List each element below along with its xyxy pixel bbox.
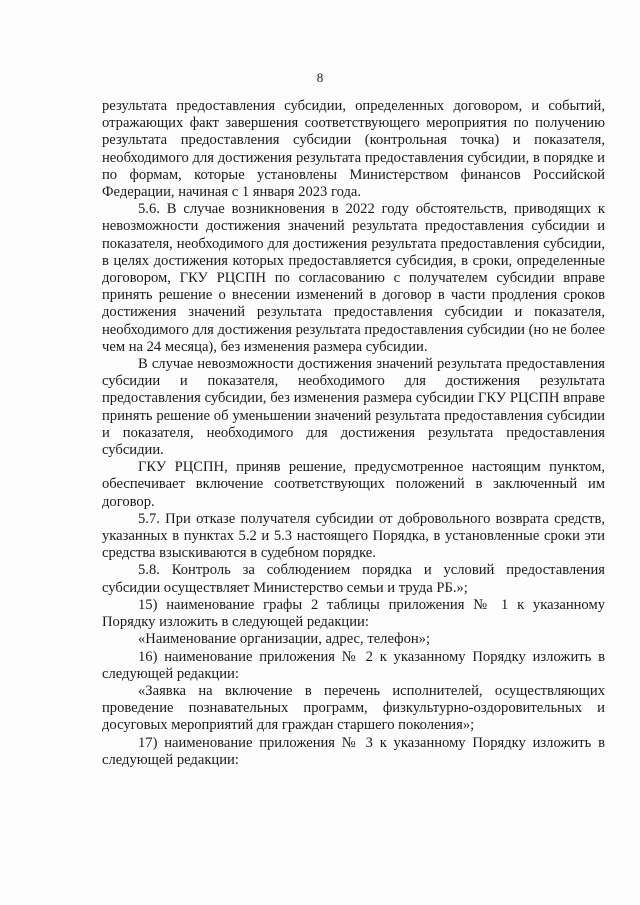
paragraph-5-8: 5.8. Контроль за соблюдением порядка и условий предоставления субсидии осуществляет Министерство семьи и труда РБ.»;	[102, 562, 605, 596]
paragraph-5-7: 5.7. При отказе получателя субсидии от добровольного возврата средств, указанных в пунктах 5.2 и 5.3 настоящего Порядка, в установленные сроки эти средства взыскиваются в судебном порядке.	[102, 510, 605, 562]
page-number: 8	[316, 70, 324, 85]
paragraph-impossibility: В случае невозможности достижения значений результата предоставления субсидии и показателя, необходимого для достижения результата предоставления субсидии, без изменения размера субсидии ГКУ РЦСПН вправе принять решение об уменьшении значений результата предоставления субсидии и показателя, необходимого для достижения результата предоставления субсидии.	[102, 356, 605, 459]
paragraph-item-16-text: «Заявка на включение в перечень исполнителей, осуществляющих проведение познавательных программ, физкультурно-оздоровительных и досуговых мероприятий для граждан старшего поколения»;	[102, 682, 605, 734]
document-body	[102, 98, 605, 769]
paragraph-item-15: 15) наименование графы 2 таблицы приложения № 1 к указанному Порядку изложить в следующей редакции:	[102, 596, 605, 631]
paragraph-item-17: 17) наименование приложения № 3 к указанному Порядку изложить в следующей редакции:	[102, 734, 605, 768]
paragraph-continuation: результата предоставления субсидии, определенных договором, и событий, отражающих факт завершения соответствующего мероприятия по получению результата предоставления субсидии (контрольная точка) и показателя, необходимого для достижения результата предоставления субсидии, в порядке и по формам, которые установлены Министерством финансов Российской Федерации, начиная с 1 января 2023 года.	[102, 98, 605, 201]
paragraph-item-15-text: «Наименование организации, адрес, телефон»;	[138, 631, 431, 648]
paragraph-item-16: 16) наименование приложения № 2 к указанному Порядку изложить в следующей редакции:	[102, 648, 605, 682]
paragraph-gku-decision: ГКУ РЦСПН, приняв решение, предусмотренное настоящим пунктом, обеспечивает включение соответствующих положений в заключенный им договор.	[102, 459, 605, 510]
paragraph-5-6: 5.6. В случае возникновения в 2022 году обстоятельств, приводящих к невозможности достижения значений результата предоставления субсидии и показателя, необходимого для достижения результата предоставления субсидии, в целях достижения которых предоставляется субсидия, в сроки, определенные договором, ГКУ РЦСПН по согласованию с получателем субсидии вправе принять решение о внесении изменений в договор в части продления сроков достижения значений результата предоставления субсидии и показателя, необходимого для достижения результата предоставления субсидии (но не более чем на 24 месяца), без изменения размера субсидии.	[102, 201, 605, 355]
